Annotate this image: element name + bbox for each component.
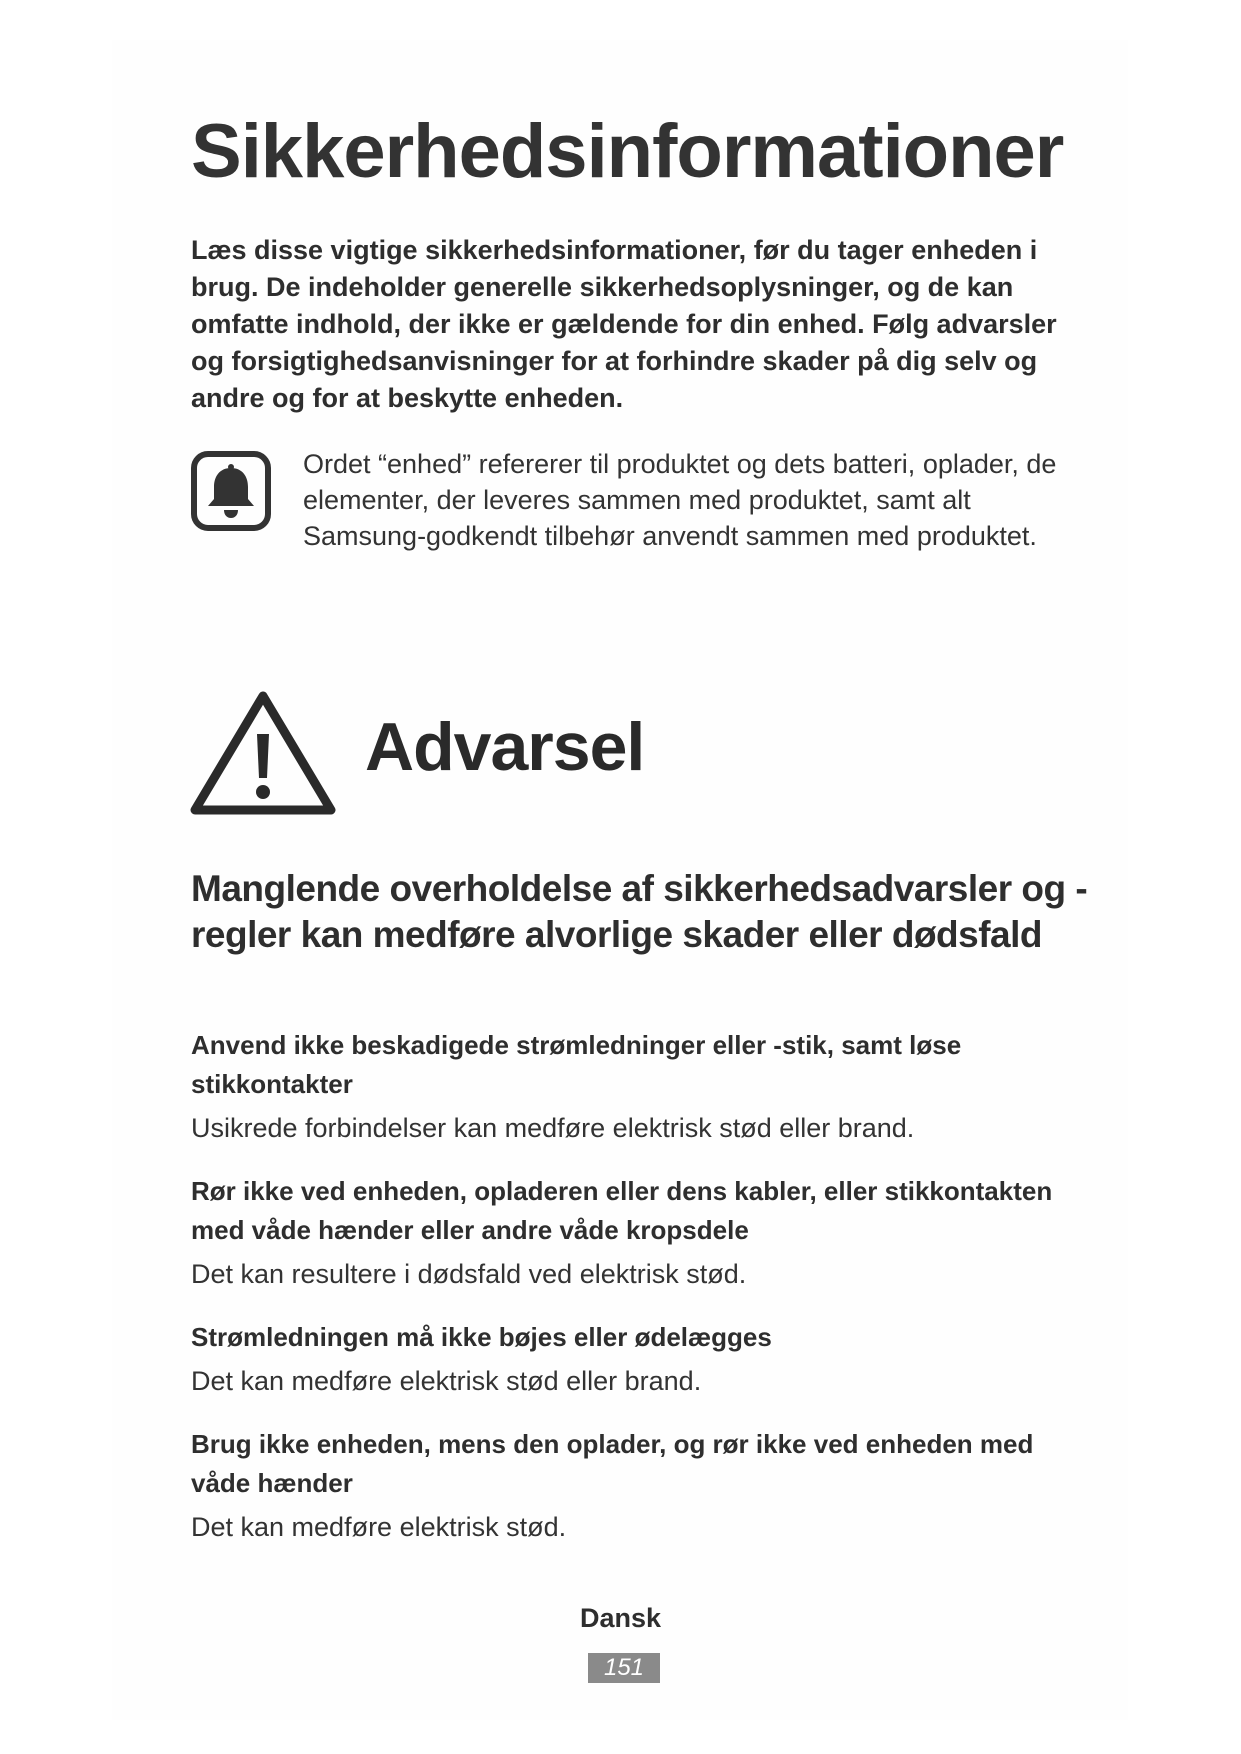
item-body: Det kan medføre elektrisk stød. xyxy=(191,1512,567,1542)
bell-icon xyxy=(190,450,272,532)
list-item xyxy=(191,1026,1091,1146)
item-heading: Brug ikke enheden, mens den oplader, og rør ikke ved enheden med våde hænder xyxy=(191,1429,1034,1498)
item-body: Det kan medføre elektrisk stød eller brand. xyxy=(191,1366,702,1396)
list-item xyxy=(191,1318,1091,1399)
page-title: Sikkerhedsinformationer xyxy=(191,109,1064,194)
item-heading: Anvend ikke beskadigede strømledninger eller -stik, samt løse stikkontakter xyxy=(191,1030,962,1099)
list-item xyxy=(191,1425,1091,1545)
note-text: Ordet “enhed” refererer til produktet og dets batteri, oplader, de elementer, der leveres sammen med produktet, samt alt Samsung-godkendt tilbehør anvendt sammen med produktet. xyxy=(303,449,1057,551)
warning-triangle-icon xyxy=(189,688,337,818)
warning-list xyxy=(191,1026,1091,1571)
item-heading: Rør ikke ved enheden, opladeren eller dens kabler, eller stikkontakten med våde hænder eller andre våde kropsdele xyxy=(191,1176,1053,1245)
item-body: Det kan resultere i dødsfald ved elektrisk stød. xyxy=(191,1259,747,1289)
footer-language: Dansk xyxy=(579,1603,662,1633)
warning-headline: Manglende overholdelse af sikkerhedsadvarsler og -regler kan medføre alvorlige skader eller dødsfald xyxy=(191,868,1088,955)
list-item xyxy=(191,1172,1091,1292)
item-body: Usikrede forbindelser kan medføre elektrisk stød eller brand. xyxy=(191,1113,915,1143)
page-number: 151 xyxy=(588,1653,660,1683)
item-heading: Strømledningen må ikke bøjes eller ødelægges xyxy=(191,1322,772,1352)
intro-paragraph: Læs disse vigtige sikkerhedsinformationer, før du tager enheden i brug. De indeholder generelle sikkerhedsoplysninger, og de kan omfatte indhold, der ikke er gældende for din enhed. Følg advarsler og forsigtighedsanvisninger for at forhindre skader på dig selv og andre og for at beskytte enheden. xyxy=(191,235,1057,413)
warning-title: Advarsel xyxy=(365,709,645,785)
